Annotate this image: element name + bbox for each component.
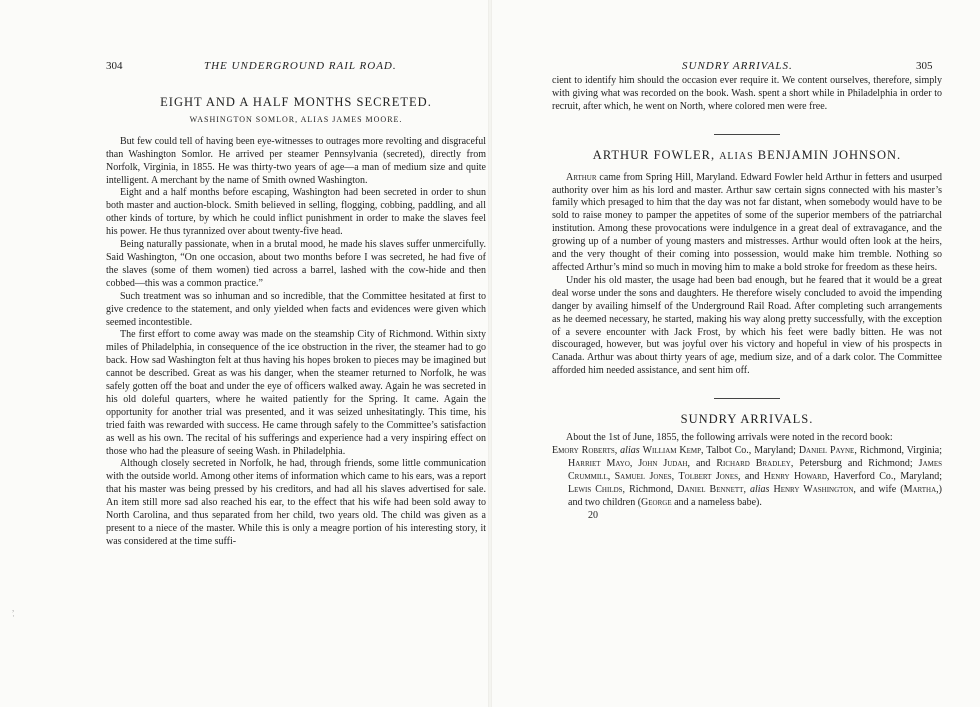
arrival-connector: Haverford Co., Maryland;	[829, 470, 942, 482]
paragraph: Being naturally passionate, when in a brutal mood, he made his slaves suffer unmercifully. Said Washington, “On one occasion, about two months before I was secreted, he had five of the slaves (some of them women) tied across a barrel, lashed with the cow-hide and then cobbed—this was a common practice.”	[106, 239, 486, 289]
arrival-name: Daniel Payne,	[798, 444, 857, 456]
section-heading: SUNDRY ARRIVALS.	[680, 412, 814, 427]
paragraph: Eight and a half months before escaping, Washington had been secreted in order to shun both master and auction-block. Smith believed in selling, flogging, cobbing, paddling, and all other kinds of torture, by which he could inflict punishment in order to make the slaves feel his power. He thus tyrannized over about twenty-five head.	[106, 187, 486, 238]
paragraph: About the 1st of June, 1855, the following arrivals were noted in the record book:	[566, 432, 893, 444]
paragraph: The first effort to come away was made on the steamship City of Richmond. Within sixty miles of Philadelphia, in consequence of the ice obstruction in the river, the steamer had to go back. How sad Washington felt at thus having his hopes broken to pieces may be imagined but cannot be described. Great as was his danger, when the steamer returned to Norfolk, he was safely gotten off the boat and under the eye of officers walked away. Again he was secreted in his old doleful quarters, where he waited patiently for the Spring. It came. Again the opportunity for another trial was presented, and it was seized unhesitatingly. This time, his tried faith was rewarded with success. He came through safely to the Committee’s satisfaction as well as his own. The recital of his sufferings and experience had a very inspiring effect on those who had the pleasure of seeing Wash. in Philadelphia.	[106, 329, 486, 457]
arrival-name: Henry Washington,	[773, 483, 856, 495]
margin-marks: , ·	[12, 603, 15, 621]
paragraph: Such treatment was so inhuman and so incredible, that the Committee hesitated at first to give credence to the statement, and only yielded when facts and evidences were given which seemed incontestible.	[106, 290, 486, 328]
arrival-name: Lewis Childs,	[568, 483, 626, 495]
arrival-name: Martha,	[903, 483, 939, 495]
arrival-name: Samuel Jones,	[614, 470, 675, 482]
arrival-name: Emory Roberts,	[552, 444, 618, 456]
arrival-connector: alias	[745, 483, 774, 495]
arrival-name: Harriet Mayo,	[568, 457, 633, 469]
arrival-connector: Richmond,	[625, 483, 678, 495]
arrival-connector: alias	[617, 444, 643, 456]
arrival-name: Tolbert Jones,	[678, 470, 741, 482]
section-divider	[714, 398, 780, 399]
arrival-name: John Judah,	[638, 457, 690, 469]
paragraph: Although closely secreted in Norfolk, he had, through friends, some little communication with the outside world. Among other items of information which came to his ears, was a report that his master was being pressed by his creditors, and had all his slaves advertised for sale. An item still more sad also reached his ear, to the effect that his wife had been sold away to North Carolina, and thus separated from her child, two years old. The child was given as a present to a niece of the master. While this is only a meagre portion of his interesting story, it was considered at the time suffi-	[106, 458, 486, 547]
section-divider	[714, 134, 780, 135]
arrival-name: Richard Bradley,	[716, 457, 794, 469]
right-text-column	[552, 75, 942, 523]
arrival-connector: and wife (	[855, 483, 904, 495]
right-page	[490, 0, 980, 707]
arrival-name: William Kemp,	[642, 444, 704, 456]
arrival-name: George	[641, 496, 672, 508]
section-heading: ARTHUR FOWLER, ALIAS BENJAMIN JOHNSON.	[592, 147, 902, 162]
arrival-connector: Talbot Co., Maryland;	[703, 444, 799, 456]
printer-signature: 20	[588, 510, 598, 522]
arrival-name: Daniel Bennett,	[677, 483, 746, 495]
arrival-name: James Crummill,	[568, 457, 943, 482]
chapter-subheading: WASHINGTON SOMLOR, ALIAS JAMES MOORE.	[189, 114, 403, 124]
paragraph: Under his old master, the usage had been bad enough, but he feared that it would be a great deal worse under the sons and daughters. He therefore wisely concluded to avoid the impending danger by availing himself of the Underground Rail Road. After completing such arrangements as he deemed necessary, he started, making his way along pretty successfully, with the exception of a severe encounter with Jack Frost, by which his feet were badly bitten. He was not discouraged, however, but was joyful over his victory and hopeful in view of his prospects in Canada. Arthur was about thirty years of age, medium size, and of a dark color. The Committee afforded him needed assistance, and sent him off.	[552, 274, 942, 377]
continuation-paragraph: cient to identify him should the occasion ever require it. We content ourselves, therefore, simply with giving what was recorded on the book. Wash. spent a short while in Philadelphia in order to recruit, after which, he went on North, where colored men were free.	[552, 75, 942, 112]
arrival-name: Henry Howard,	[763, 470, 830, 482]
arrival-connector: and	[740, 470, 764, 482]
arrival-connector: ) and two children (	[568, 483, 943, 508]
chapter-heading: EIGHT AND A HALF MONTHS SECRETED.	[160, 95, 432, 109]
arrival-connector: and a nameless babe).	[671, 496, 762, 508]
right-page-number: 305	[916, 60, 933, 72]
arrival-connector: Petersburg and Richmond;	[793, 457, 919, 469]
paragraph: But few could tell of having been eye-witnesses to outrages more revolting and disgraceful than Washington Somlor. He arrived per steamer Pennsylvania (secreted), directly from Norfolk, Virginia, in 1855. He was thirty-two years of age—a man of medium size and quite intelligent. A merchant by the name of Smith owned Washington.	[106, 135, 486, 186]
paragraph: Arthur came from Spring Hill, Maryland. Edward Fowler held Arthur in fetters and usurped authority over him as his lord and master. Arthur saw certain signs connected with his master’s family which presaged to him that the day was not far distant, when somebody would have to be sold to raise money to pamper the appetites of some of the superior members of the patriarchal institution. Among these provocations were indulgence in a great deal of extravagance, and the growing up of a number of young masters and mistresses. Arthur would often look at the heirs, and the very thought of their coming into possession, would make him tremble. Nothing so affected Arthur’s mind so much in moving him to make a bold stroke for freedom as these heirs.	[552, 171, 942, 273]
arrival-connector: Richmond, Virginia;	[856, 444, 943, 456]
arrivals-list	[552, 445, 942, 510]
left-running-title: THE UNDERGROUND RAIL ROAD.	[204, 60, 397, 72]
left-page-number: 304	[106, 60, 123, 72]
arrival-connector: and	[689, 457, 717, 469]
right-running-title: SUNDRY ARRIVALS.	[682, 60, 793, 72]
left-text-column	[106, 96, 486, 549]
